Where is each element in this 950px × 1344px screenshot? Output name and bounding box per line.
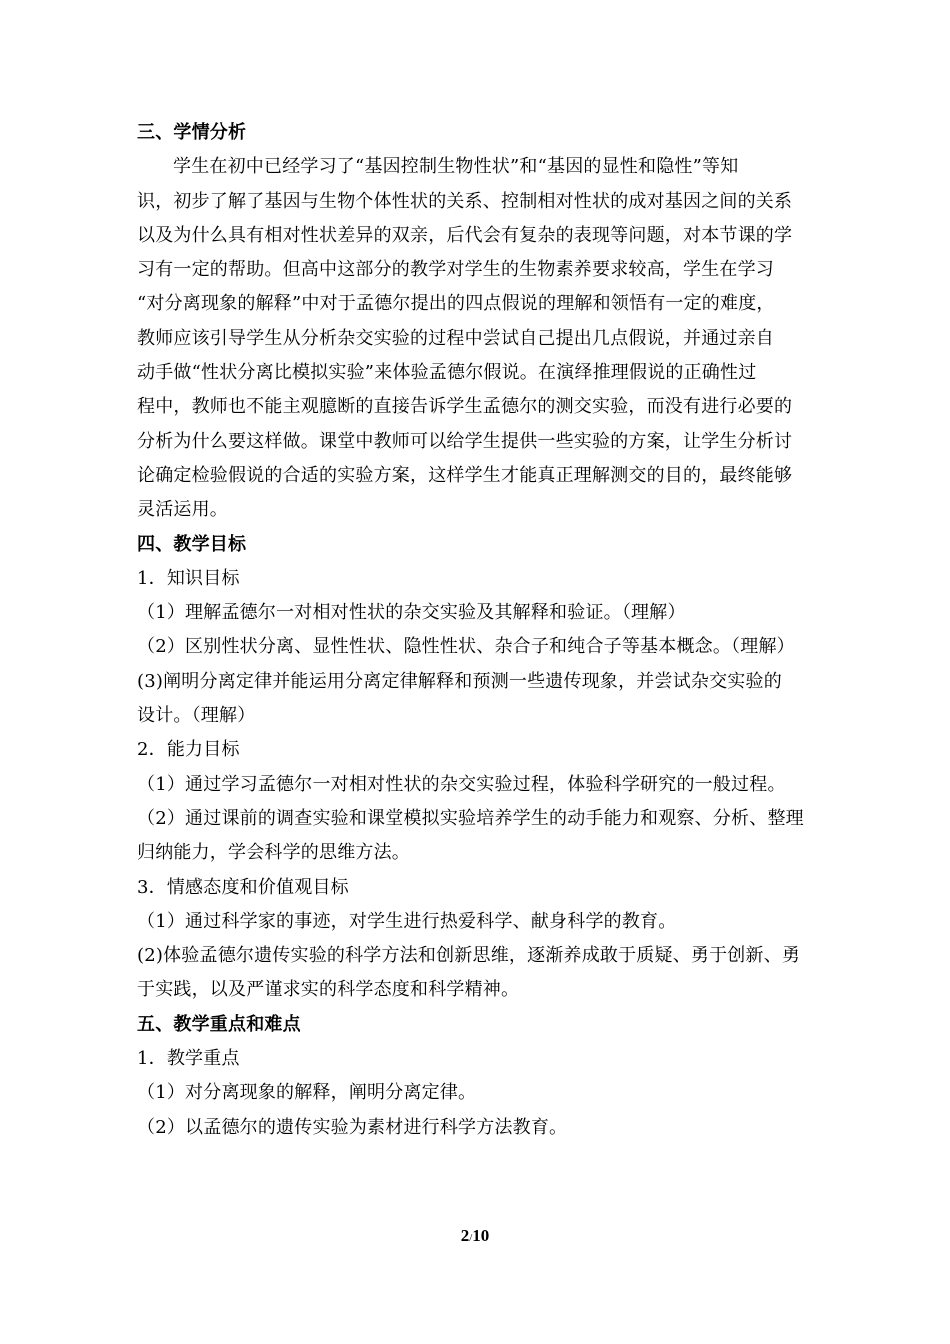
paragraph-line: 程中，教师也不能主观臆断的直接告诉学生孟德尔的测交实验，而没有进行必要的 (137, 396, 793, 418)
list-item: （1）通过科学家的事迹，对学生进行热爱科学、献身科学的教育。 (137, 910, 677, 932)
list-item: （2）以孟德尔的遗传实验为素材进行科学方法教育。 (137, 1116, 568, 1138)
subheading-key-points: 1．教学重点 (137, 1048, 240, 1070)
paragraph-line: 以及为什么具有相对性状差异的双亲，后代会有复杂的表现等问题，对本节课的学 (137, 224, 793, 246)
paragraph-line: “对分离现象的解释”中对于孟德尔提出的四点假说的理解和领悟有一定的难度， (137, 293, 775, 315)
list-item: （2）区别性状分离、显性性状、隐性性状、杂合子和纯合子等基本概念。（理解） (137, 636, 795, 658)
section-heading-key-points: 五、教学重点和难点 (137, 1013, 301, 1035)
list-item: (3)阐明分离定律并能运用分离定律解释和预测一些遗传现象，并尝试杂交实验的 (137, 670, 782, 692)
total-pages-number: 10 (472, 1226, 490, 1245)
list-item-continuation: 归纳能力，学会科学的思维方法。 (137, 842, 410, 864)
paragraph-line: 识，初步了解了基因与生物个体性状的关系、控制相对性状的成对基因之间的关系 (137, 190, 793, 212)
paragraph-line: 论确定检验假说的合适的实验方案，这样学生才能真正理解测交的目的，最终能够 (137, 464, 793, 486)
list-item-continuation: 于实践，以及严谨求实的科学态度和科学精神。 (137, 979, 520, 1001)
paragraph-line: 分析为什么要这样做。课堂中教师可以给学生提供一些实验的方案，让学生分析讨 (137, 430, 793, 452)
section-heading-analysis: 三、学情分析 (137, 122, 247, 143)
page-separator: / (469, 1232, 473, 1244)
paragraph-line: 教师应该引导学生从分析杂交实验的过程中尝试自己提出几点假说，并通过亲自 (137, 327, 774, 349)
page-number (0, 1226, 950, 1246)
paragraph-line: 学生在初中已经学习了“基因控制生物性状”和“基因的显性和隐性”等知 (173, 156, 739, 178)
subheading-ability: 2．能力目标 (137, 739, 240, 761)
paragraph-line: 灵活运用。 (137, 499, 228, 521)
list-item: (2)体验孟德尔遗传实验的科学方法和创新思维，逐渐养成敢于质疑、勇于创新、勇 (137, 945, 801, 967)
list-item: （1）对分离现象的解释，阐明分离定律。 (137, 1082, 477, 1104)
paragraph-line: 动手做“性状分离比模拟实验”来体验孟德尔假说。在演绎推理假说的正确性过 (137, 362, 757, 384)
list-item: （1）通过学习孟德尔一对相对性状的杂交实验过程，体验科学研究的一般过程。 (137, 773, 786, 795)
subheading-attitude: 3．情感态度和价值观目标 (137, 876, 349, 898)
list-item: （2）通过课前的调查实验和课堂模拟实验培养学生的动手能力和观察、分析、整理 (137, 807, 804, 829)
document-page (137, 116, 817, 1145)
paragraph-line: 习有一定的帮助。但高中这部分的教学对学生的生物素养要求较高，学生在学习 (137, 259, 774, 281)
subheading-knowledge: 1．知识目标 (137, 567, 240, 589)
current-page-number: 2 (460, 1226, 470, 1245)
section-heading-objectives: 四、教学目标 (137, 533, 247, 555)
list-item: （1）理解孟德尔一对相对性状的杂交实验及其解释和验证。（理解） (137, 602, 686, 624)
list-item-continuation: 设计。（理解） (137, 705, 256, 727)
